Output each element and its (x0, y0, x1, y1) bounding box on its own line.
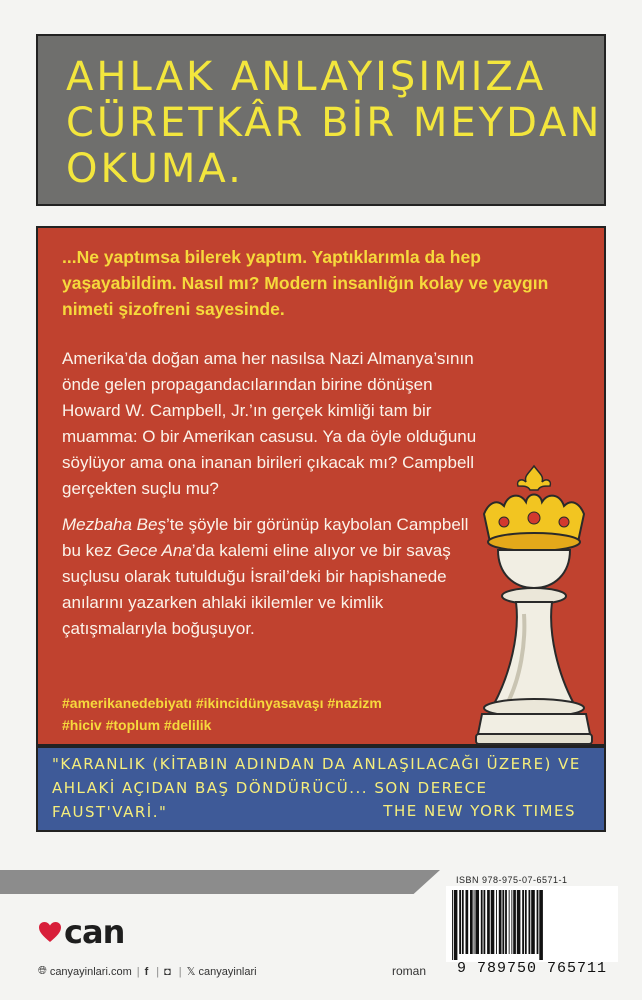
intro-quote: ...Ne yaptımsa bilerek yaptım. Yaptıklarımla da hep yaşayabildim. Nasıl mı? Modern insanlığın kolay ve yaygın nimeti şizofreni sayesinde. (62, 247, 549, 319)
hashtag-line: #amerikanedebiyatı #ikincidünyasavaşı #nazizm (62, 695, 382, 711)
barcode-bar (481, 890, 483, 954)
barcode-bar (505, 890, 507, 954)
footer-stripe (0, 870, 440, 894)
barcode-bar (470, 890, 473, 954)
social-handle[interactable]: canyayinlari (198, 965, 257, 978)
barcode-bar (531, 890, 535, 954)
header-title (66, 54, 603, 192)
barcode-bar (454, 890, 458, 960)
globe-icon: 🌐︎ (38, 965, 47, 977)
barcode-bar (509, 890, 510, 954)
divider: | (156, 965, 160, 978)
paragraph-text: ’da kalemi eline alıyor ve bir savaş suçlusu olarak tutulduğu İsrail’deki bir hapishanede anılarını yazarken ahlaki ikilemler ve kimlik çatışmalarıyla boğuşuyor. (62, 541, 451, 638)
facebook-icon[interactable]: f (144, 965, 149, 978)
book-title-mezbaha: Mezbaha Beş (62, 515, 166, 534)
header-title-line: CÜRETKÂR BİR MEYDAN (66, 100, 603, 146)
barcode-bar (474, 890, 475, 954)
header-title-line: AHLAK ANLAYIŞIMIZA (66, 54, 547, 100)
barcode-bar (511, 890, 512, 954)
crowned-pawn-illustration (474, 464, 594, 748)
publisher-logo (38, 912, 124, 952)
synopsis-paragraph-1: Amerika’da doğan ama her nasılsa Nazi Almanya’sının önde gelen propagandacılarından birine dönüşen Howard W. Campbell, Jr.’ın gerçek kimliği tam bir muamma: O bir Amerikan casusu. Ya da öyle olduğunu söylüyor ama ona inanan birileri çıkacak mı? Campbell gerçekten suçlu mu? (62, 349, 477, 498)
review-quote: "KARANLIK (KİTABIN ADINDAN DA ANLAŞILACAĞI ÜZERE) VE AHLAKİ AÇIDAN BAŞ DÖNDÜRÜCÜ... SON DERECE FAUST'VARİ." (52, 755, 581, 821)
barcode-bar (499, 890, 502, 954)
review-source: THE NEW YORK TIMES (383, 802, 576, 820)
synopsis-paragraph-2 (62, 512, 482, 642)
barcode-bar (475, 890, 479, 954)
paragraph-text: ’te şöyle bir görünüp kaybolan Campbell bu kez (62, 515, 469, 560)
barcode-bar (502, 890, 504, 954)
hashtag-line: #hiciv #toplum #delilik (62, 717, 212, 733)
barcode-bar (513, 890, 516, 954)
barcode-bar (459, 890, 461, 954)
barcode (446, 886, 618, 962)
barcode-bar (525, 890, 527, 954)
header-title-line: OKUMA. (66, 146, 244, 192)
isbn-label: ISBN 978-975-07-6571-1 (456, 875, 568, 885)
genre-label: roman (392, 964, 427, 978)
divider: | (136, 965, 140, 978)
heart-icon (38, 921, 62, 943)
book-title-gece-ana: Gece Ana (116, 541, 192, 560)
barcode-bar (517, 890, 521, 954)
divider: | (178, 965, 182, 978)
barcode-bar (539, 890, 543, 960)
barcode-bar (484, 890, 486, 954)
barcode-bar (496, 890, 497, 954)
x-icon[interactable]: 𝕏 (186, 966, 196, 978)
hashtags (62, 692, 502, 736)
barcode-bar (466, 890, 469, 954)
barcode-bar (452, 890, 453, 960)
barcode-bar (529, 890, 531, 954)
barcode-bar (537, 890, 539, 954)
header-box (36, 34, 606, 206)
blurb-panel (36, 226, 606, 746)
barcode-digits: 9 789750 765711 (456, 960, 608, 977)
crown-fleur-icon (518, 466, 551, 490)
social-links (38, 965, 257, 978)
barcode-bar (462, 890, 464, 954)
website-link[interactable]: canyayinlari.com (49, 965, 132, 978)
barcode-bar (491, 890, 495, 954)
review-banner (36, 746, 606, 832)
logo-wordmark: can (64, 913, 125, 951)
instagram-icon[interactable]: ◘ (164, 965, 171, 978)
barcode-bar (522, 890, 524, 954)
barcode-bar (487, 890, 490, 954)
